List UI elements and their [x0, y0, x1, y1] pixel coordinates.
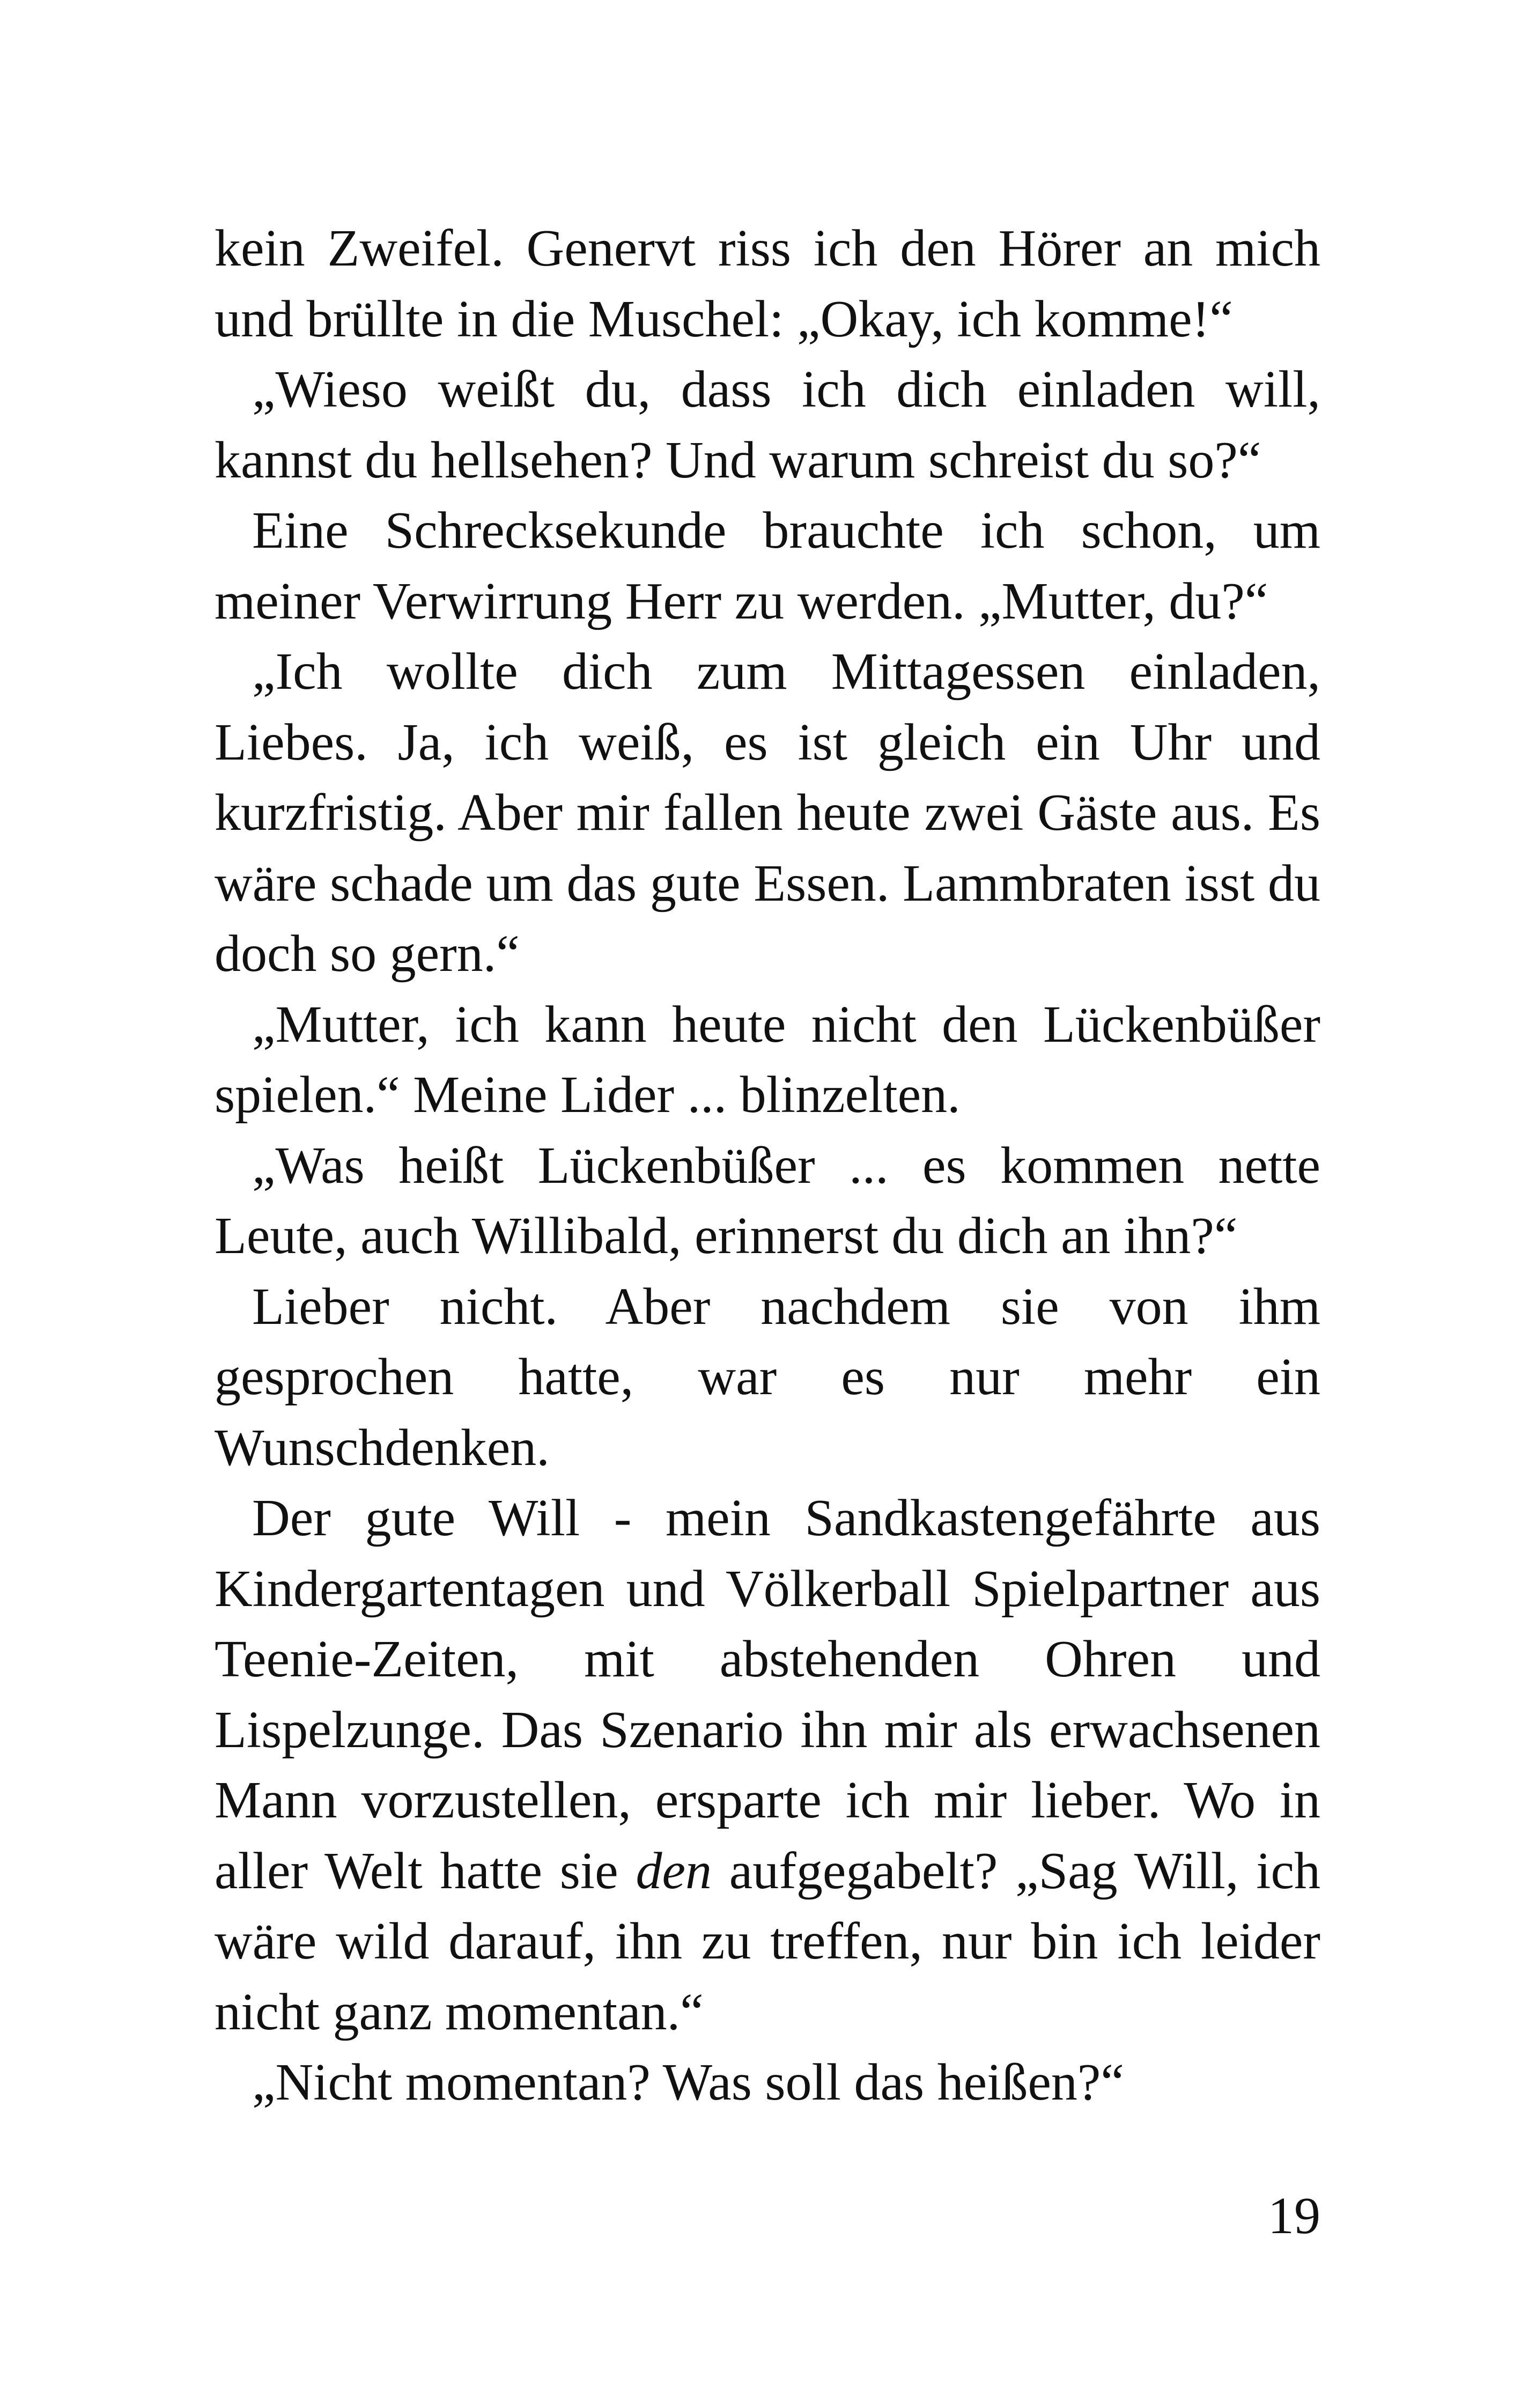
paragraph: [215, 1483, 1320, 2048]
paragraph: „Was heißt Lückenbüßer ... es kommen nette Leute, auch Willibald, erinnerst du dich an ihn?“: [215, 1136, 1320, 1265]
paragraph: „Wieso weißt du, dass ich dich einladen will, kannst du hellsehen? Und warum schreist du so?“: [215, 360, 1320, 489]
paragraph-text: aufgegabelt? „Sag Will, ich wäre wild darauf, ihn zu treffen, nur bin ich leider nicht ganz momentan.“: [215, 1842, 1320, 2041]
body-text: [215, 213, 1320, 2118]
paragraph: „Mutter, ich kann heute nicht den Lückenbüßer spielen.“ Meine Lider ... blinzelten.: [215, 995, 1320, 1124]
emphasized-word: den: [636, 1842, 712, 1900]
page-number: 19: [1268, 2187, 1320, 2245]
paragraph: kein Zweifel. Genervt riss ich den Hörer an mich und brüllte in die Muschel: „Okay, ich komme!“: [215, 219, 1320, 348]
paragraph: „Ich wollte dich zum Mittagessen einladen, Liebes. Ja, ich weiß, es ist gleich ein Uhr und kurzfristig. Aber mir fallen heute zwei Gäste aus. Es wäre schade um das gute Essen. Lammbraten isst du doch so gern.“: [215, 643, 1320, 983]
paragraph: Lieber nicht. Aber nachdem sie von ihm gesprochen hatte, war es nur mehr ein Wunschdenken.: [215, 1277, 1320, 1477]
paragraph: Eine Schrecksekunde brauchte ich schon, um meiner Verwirrung Herr zu werden. „Mutter, du?“: [215, 502, 1320, 630]
paragraph: „Nicht momentan? Was soll das heißen?“: [252, 2053, 1124, 2111]
paragraph-text: Der gute Will - mein Sandkastengefährte aus Kindergartentagen und Völkerball Spielpartner aus Teenie-Zeiten, mit abstehenden Ohren und Lispelzunge. Das Szenario ihn mir als erwachsenen Mann vorzustellen, ersparte ich mir lieber. Wo in aller Welt hatte sie: [215, 1489, 1320, 1900]
